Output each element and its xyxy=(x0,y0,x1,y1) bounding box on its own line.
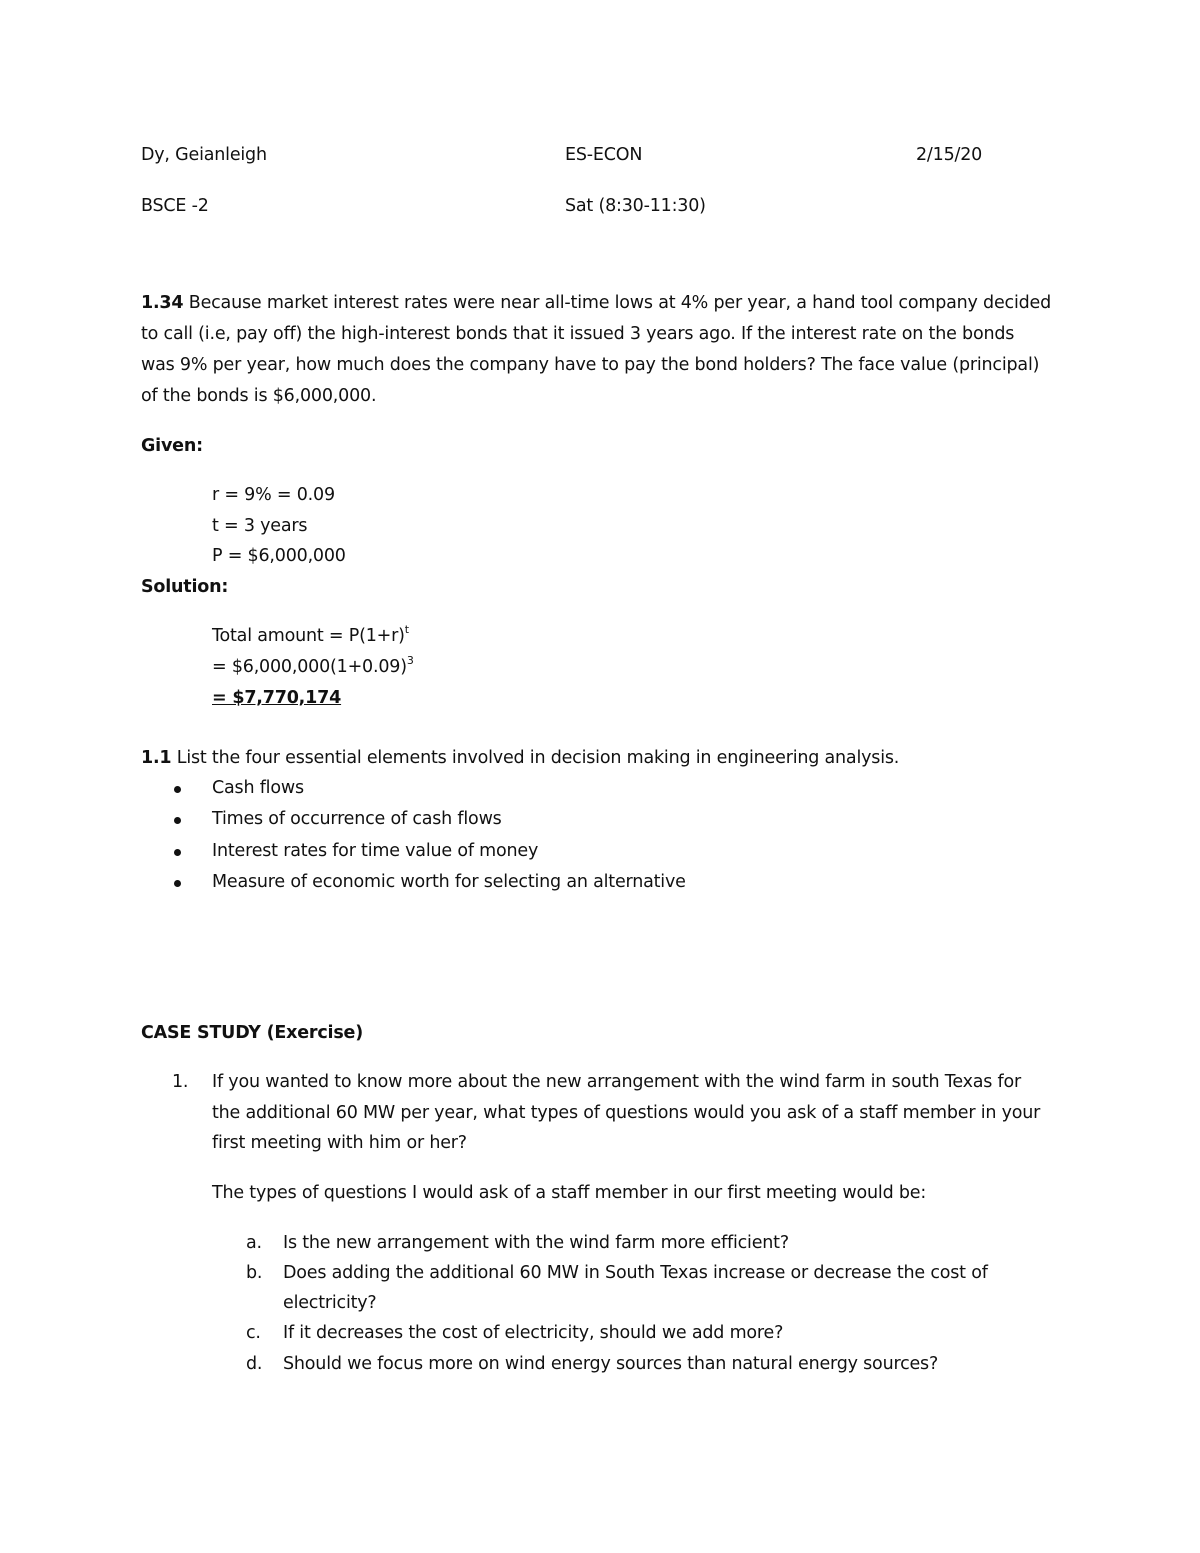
bullet-item: Times of occurrence of cash flows xyxy=(212,809,502,829)
problem-134-line-3: was 9% per year, how much does the company have to pay the bond holders? The face value (principal) xyxy=(141,355,1040,375)
solution-label: Solution: xyxy=(141,577,229,597)
problem-134-text: Because market interest rates were near all-time lows at 4% per year, a hand tool company decided xyxy=(188,293,1051,313)
sub-item-text: Is the new arrangement with the wind farm more efficient? xyxy=(283,1233,789,1253)
bullet-item: Interest rates for time value of money xyxy=(212,841,539,861)
section: BSCE -2 xyxy=(141,196,209,216)
problem-11-question: List the four essential elements involved in decision making in engineering analysis. xyxy=(176,748,900,768)
formula-exponent: t xyxy=(404,623,409,636)
date: 2/15/20 xyxy=(916,145,983,165)
given-time: t = 3 years xyxy=(212,516,308,536)
bullet-item: Measure of economic worth for selecting an alternative xyxy=(212,872,686,892)
given-label: Given: xyxy=(141,436,203,456)
bullet-dot xyxy=(174,849,181,856)
problem-134-line-1 xyxy=(141,293,1051,313)
case-question-line-2: the additional 60 MW per year, what types of questions would you ask of a staff member in your xyxy=(212,1103,1041,1123)
problem-11-number: 1.1 xyxy=(141,748,172,768)
sub-item-letter: d. xyxy=(246,1354,263,1374)
case-study-title: CASE STUDY (Exercise) xyxy=(141,1023,364,1043)
sub-item-letter: b. xyxy=(246,1263,263,1283)
substitution-exponent: 3 xyxy=(406,654,414,667)
sub-item-letter: c. xyxy=(246,1323,261,1343)
problem-11-line xyxy=(141,748,899,768)
sub-item-letter: a. xyxy=(246,1233,262,1253)
substitution-text: = $6,000,000(1+0.09) xyxy=(212,657,407,677)
schedule: Sat (8:30-11:30) xyxy=(565,196,706,216)
sub-item-text: Should we focus more on wind energy sources than natural energy sources? xyxy=(283,1354,939,1374)
substitution-line xyxy=(212,654,414,677)
case-question-line-3: first meeting with him or her? xyxy=(212,1133,467,1153)
bullet-dot xyxy=(174,817,181,824)
given-principal: P = $6,000,000 xyxy=(212,546,346,566)
sub-item-text-continued: electricity? xyxy=(283,1293,377,1313)
given-rate: r = 9% = 0.09 xyxy=(212,485,335,505)
course-code: ES-ECON xyxy=(565,145,643,165)
final-answer: = $7,770,174 xyxy=(212,688,342,708)
bullet-dot xyxy=(174,786,181,793)
sub-item-text: Does adding the additional 60 MW in South Texas increase or decrease the cost of xyxy=(283,1263,988,1283)
problem-134-line-4: of the bonds is $6,000,000. xyxy=(141,386,377,406)
bullet-dot xyxy=(174,880,181,887)
formula-text: Total amount = P(1+r) xyxy=(212,626,405,646)
case-answer-intro: The types of questions I would ask of a staff member in our first meeting would be: xyxy=(212,1183,927,1203)
case-question-line-1: If you wanted to know more about the new arrangement with the wind farm in south Texas for xyxy=(212,1072,1021,1092)
sub-item-text: If it decreases the cost of electricity, should we add more? xyxy=(283,1323,784,1343)
case-item-number: 1. xyxy=(172,1072,189,1092)
formula-line xyxy=(212,623,409,646)
problem-134-line-2: to call (i.e, pay off) the high-interest bonds that it issued 3 years ago. If the interest rate on the bonds xyxy=(141,324,1015,344)
student-name: Dy, Geianleigh xyxy=(141,145,267,165)
bullet-item: Cash flows xyxy=(212,778,304,798)
problem-134-number: 1.34 xyxy=(141,293,184,313)
